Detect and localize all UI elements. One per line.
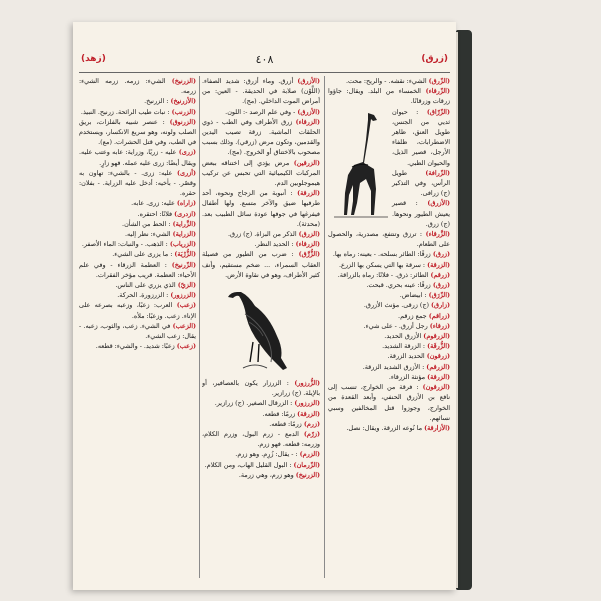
entry: (الزرم) : - يقال: زُرِم. وهو زرم.	[235, 450, 320, 459]
entry: (زاراه) عليه: زرى. عابه.	[131, 199, 196, 208]
entry: (الزَّراية) : الحط من الشأن.	[122, 219, 196, 228]
giraffe-illustration	[332, 109, 390, 221]
column-2	[202, 76, 320, 578]
entry: (الزُّرزور) : الزرزار يكون بالعصافير، أو بالإيلة. (ج) زرازير.	[202, 379, 320, 398]
page-number: ٤٠٨	[255, 53, 274, 66]
entry: (الزرق) الذكر من البزاة. (ج) زرق.	[227, 230, 320, 239]
entry: (الزّرق) الشيء: نقشه. - والريح: محت.	[345, 77, 450, 85]
entry: (زرق) زرقًا: الطائر بسلحه. - بعينه: رماه بها.	[332, 250, 450, 259]
entry: (الأزرق) أزرق. وماء أزرق: شديد الصفاء. (اللَّوْن) صلابة في الحديقة. - العين: من أمراض الموت الداخلي. (مج).	[202, 77, 320, 106]
entry: (الزُّرْيَة) : ما يزرى على الشيء.	[112, 250, 196, 259]
entry: (الزُّرَّق) : ضرب من الطيور من فصيلة العقاب السمراء، ... ضخم مستقيم، وأنف كثير الأطراف، وهو في نقاوة الأرض.	[202, 250, 320, 279]
entry: (زارق) (ج) زرقى. مؤنث الأزرق.	[363, 301, 450, 310]
entry: (الزّرّاق) : حيوان ثديي من الجنس، طويل العنق، ظاهر الاضطرابات، ظلفاء الأرجل، قصير الذيل، والحيوان الظبي.	[392, 107, 450, 167]
entry: (الزرزور) : الزرزورة. الحركة.	[117, 291, 196, 300]
entry: (الزُّرقَة) : الزرقة الشديد.	[382, 342, 450, 351]
entry: (زرى) عليه - زريًا، وزراية: عابه وعتب عليه. ويقال أيضًا: زرى عليه عمله. فهو زارٍ.	[79, 148, 196, 167]
entry: (الزّرقاء) الخمساء من البلد. ويقال: جاؤوا زرقات وزرقانًا.	[328, 87, 450, 106]
entry: (الزرقة) مؤنثة الزرقاء.	[388, 372, 450, 381]
entry: (الزرقون) : فرقة من الخوارج، تنسب إلى نافع بن الأزرق الحنفي، وأبعد القعدة من الخوارج، وجوزوا قتل المخالفين وسبي نسائهم.	[328, 383, 450, 422]
entry: (الزراية) الشيء: نظر إليه.	[124, 230, 196, 239]
entry: (زرق) زرقًا: عينه بحري. قبحت.	[366, 281, 450, 290]
entry: (ازدرى) فلانًا: احتقره.	[137, 209, 196, 218]
entry: (الزرنوق) : عنصر شبيه بالفلزات، بريق الصلب ولونه، وهو سريع الانكسار، ويستخدم في الطب، وفي قتل الحشرات. (مع).	[79, 117, 196, 147]
entry: (الزرزور) : الزرقال الصغير. (ج) زرازير.	[214, 399, 320, 408]
entry: (الزرقاء) : الحديد النظر.	[254, 240, 320, 249]
entry: (الزرقوم) الأزرق الحديد.	[384, 332, 450, 341]
entry: (الزرياب) : الذهب. - والنبات: الماء الأصفر.	[81, 240, 196, 249]
entry: (الزّرمان) : البول القليل الهاب، ومن الكلام.	[204, 460, 320, 469]
entry: (زرقاء) رجل أزرق. - على شيء.	[363, 321, 450, 330]
entry: (الزرنيخ) وهو زرم، وهي زرمة.	[238, 470, 320, 479]
entry: (الزعب) في الشيء. زعب، والثوب، زعبه. - يقال: زعب الشيء.	[79, 321, 196, 341]
header-rule	[79, 72, 450, 73]
header-guide-word-right: (زرق)	[421, 54, 448, 64]
entry: (زرم) زرمًا: قطعه.	[269, 419, 320, 428]
entry: (الزَّرقاء) : ترزق وتنتفع، مصدرية، والحصول على الطعام.	[328, 230, 450, 249]
entry: (زعب) زعبًا: شديد. - والشيء: قطعه.	[95, 342, 196, 351]
entry: (زرقون) الحديد الزرقة.	[387, 352, 450, 361]
entry: (الأزرنيخ) : الزرنيخ.	[144, 97, 196, 106]
entry: (زعب) العرب: زعبًا، وزعبه بصرعه على الإناء. زعب. وزعبًا: ملأه.	[79, 301, 196, 320]
header-guide-word-left: (زهد)	[81, 54, 106, 64]
book-cover-edge	[456, 30, 472, 590]
column-3	[79, 76, 196, 578]
entry: (الزرنيخ) الشيء: زرمه. زرمه الشيء: زرمه.	[79, 77, 196, 96]
entry: (الزرقة) : سرقة بها التي يسكن بها الزرع.	[339, 260, 450, 269]
entry: (الأزرق) : قصير يعيش الطيور ونحوها. (ج) زرق.	[392, 199, 450, 228]
column-divider	[324, 76, 325, 578]
entry: (الزرنب) : نبات طيب الرائحة. زرنيح. النبيذ.	[80, 107, 196, 116]
entry: (زرّم) الدمع - زرم البول، وزرم الكلام، وزرمه: قطعه. فهو زرم.	[202, 430, 320, 449]
entry: (الزيّ) الذي يزري على الناس.	[115, 281, 196, 290]
vulture-illustration	[219, 282, 303, 374]
entry: (الزرقم) : الأزرق الشديد الزرقة.	[362, 362, 450, 371]
column-1	[328, 76, 450, 578]
column-divider	[199, 76, 200, 578]
entry: (الزّرَق) : ابيضاض.	[399, 291, 450, 300]
entry: (زراقم) جمع زرقم.	[398, 311, 450, 320]
entry: (الزرقة) زرمًا: قطعه.	[262, 409, 320, 418]
entry: (أزرى) عليه: زرى. - بالشيء: تهاون به وقصّر. - بأخيه: أدخل عليه الزراية. - بفلان: حقره.	[79, 168, 196, 198]
entry: (الزرقين) مرض يؤدي إلى اختناقه ببعض المركبات الكيميائية التي تحبس عن تركيب هيموجلوبين الدم.	[202, 158, 320, 188]
entry: (زرقم) الطائر: ذرق. - فلانًا: رماه بالزراقة.	[337, 270, 450, 279]
entry: (الزّرنيخ) : العظمة الزرقاء - وفي علم الأحياء: العظمة. قريب مؤخر الفقرات.	[79, 260, 196, 279]
entry: (الأزارقة) ما نُوعه الزرقة. ويقال: نصل.	[346, 423, 450, 432]
dictionary-page	[73, 22, 456, 590]
entry: (الأزرق) - وفي علم الرصد -: اللون.	[225, 107, 320, 116]
entry: (الزرقة) : أنبوبة من الزجاج ونحوه، أحد طرفيها ضيق والآخر متسع. ولها أطفال فيفرغها في جوفها عودة سائل الطبيب بعد. (محدثة).	[202, 189, 320, 228]
entry: (الزّرافة) طويل الرأس، وفي التذكير (ج) زرافى.	[392, 168, 450, 198]
entry: (الزرقاء) زرق الأطراف وفي الطب - ذوي الحلقات الماشية. زرقة تصيب اليدين والقدمين، وتكون مرض (زرقي). وذلك بسبب مصحوب بالاختناق أو الخروج. (مج).	[202, 117, 320, 157]
page-header	[73, 52, 456, 70]
